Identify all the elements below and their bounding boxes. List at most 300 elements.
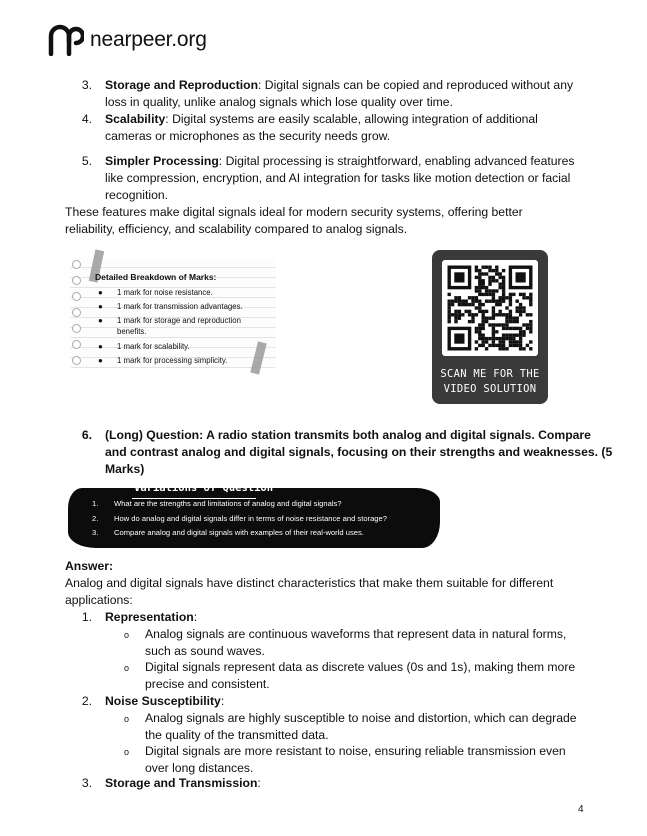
qr-module <box>492 344 495 347</box>
qr-module <box>461 300 464 303</box>
qr-module <box>448 300 451 303</box>
qr-module <box>482 337 485 340</box>
variations-box <box>68 482 440 548</box>
qr-module <box>505 313 508 316</box>
list-number: 4. <box>81 112 92 126</box>
qr-module <box>471 313 474 316</box>
qr-module <box>516 300 519 303</box>
qr-module <box>526 344 529 347</box>
qr-module <box>458 317 461 320</box>
qr-module <box>499 323 502 326</box>
section-title: Noise Susceptibility: <box>105 694 225 708</box>
qr-module <box>465 300 468 303</box>
qr-module <box>492 340 495 343</box>
qr-module <box>499 283 502 286</box>
qr-module <box>512 340 515 343</box>
qr-module <box>529 293 532 296</box>
qr-module <box>499 296 502 299</box>
qr-caption-line: SCAN ME FOR THE <box>440 368 540 380</box>
qr-module <box>454 313 457 316</box>
binder-ring-icon <box>72 292 81 301</box>
qr-module <box>488 293 491 296</box>
qr-module <box>458 310 461 313</box>
qr-module <box>512 320 515 323</box>
qr-module <box>478 272 481 275</box>
list-item <box>105 77 573 94</box>
qr-module <box>448 293 451 296</box>
qr-module <box>475 306 478 309</box>
qr-module <box>519 293 522 296</box>
qr-module <box>502 279 505 282</box>
qr-module <box>488 283 491 286</box>
qr-module <box>516 310 519 313</box>
qr-module <box>522 334 525 337</box>
marks-breakdown-note <box>70 252 278 372</box>
qr-module <box>502 347 505 350</box>
bullet-text: Digital signals represent data as discrete values (0s and 1s), making them more <box>145 660 576 674</box>
qr-module <box>519 347 522 350</box>
section-term: Noise Susceptibility <box>105 694 221 708</box>
qr-module <box>468 313 471 316</box>
qr-module <box>448 303 451 306</box>
section-number: 1. <box>81 610 92 624</box>
qr-module <box>499 340 502 343</box>
qr-module <box>475 300 478 303</box>
qr-video-solution[interactable] <box>432 250 548 404</box>
section-number: 3. <box>81 776 92 790</box>
variation-item: How do analog and digital signals differ in terms of noise resistance and storage? <box>114 514 387 523</box>
qr-module <box>485 337 488 340</box>
bullet-icon: ● <box>98 356 103 365</box>
qr-module <box>488 317 491 320</box>
qr-module <box>475 330 478 333</box>
qr-module <box>502 340 505 343</box>
bullet-text: Analog signals are continuous waveforms that represent data in natural forms, <box>145 627 567 641</box>
bullet-text: the quality of the transmitted data. <box>145 728 329 742</box>
qr-finder <box>454 334 464 344</box>
qr-module <box>519 334 522 337</box>
bullet-text: such as sound waves. <box>145 644 265 658</box>
qr-module <box>492 334 495 337</box>
question-number: 6. <box>81 428 92 442</box>
qr-module <box>478 344 481 347</box>
qr-module <box>475 327 478 330</box>
list-text: : Digital systems are easily scalable, allowing integration of additional <box>165 112 538 126</box>
qr-module <box>485 310 488 313</box>
qr-module <box>499 344 502 347</box>
qr-module <box>448 317 451 320</box>
list-term: Scalability <box>105 112 166 126</box>
qr-module <box>499 303 502 306</box>
qr-module <box>482 272 485 275</box>
list-term: Simpler Processing <box>105 154 219 168</box>
qr-module <box>492 317 495 320</box>
bullet-icon: ● <box>98 302 103 311</box>
qr-module <box>478 303 481 306</box>
qr-module <box>482 323 485 326</box>
list-item-continued: cameras or microphones as the security needs grow. <box>105 129 391 143</box>
section-term: Representation <box>105 610 194 624</box>
qr-module <box>475 296 478 299</box>
qr-module <box>495 266 498 269</box>
qr-module <box>492 313 495 316</box>
qr-finder <box>454 272 464 282</box>
qr-module <box>519 313 522 316</box>
qr-module <box>478 334 481 337</box>
qr-module <box>522 330 525 333</box>
qr-module <box>475 289 478 292</box>
qr-module <box>478 310 481 313</box>
qr-module <box>478 269 481 272</box>
qr-module <box>458 296 461 299</box>
qr-module <box>529 313 532 316</box>
qr-module <box>468 310 471 313</box>
list-item-continued: like compression, encryption, and AI integration for tasks like motion detection or facial <box>105 171 571 185</box>
qr-module <box>502 283 505 286</box>
qr-module <box>471 296 474 299</box>
qr-module <box>488 266 491 269</box>
qr-module <box>512 293 515 296</box>
binder-ring-icon <box>72 340 81 349</box>
qr-module <box>509 296 512 299</box>
qr-module <box>522 347 525 350</box>
marks-item: 1 mark for transmission advantages. <box>117 302 243 311</box>
qr-module <box>495 289 498 292</box>
qr-module <box>509 327 512 330</box>
list-item-continued: recognition. <box>105 188 169 202</box>
qr-code-icon[interactable] <box>442 260 538 356</box>
qr-module <box>482 344 485 347</box>
qr-module <box>502 313 505 316</box>
qr-module <box>502 344 505 347</box>
qr-module <box>458 303 461 306</box>
qr-module <box>529 323 532 326</box>
circle-bullet-icon: o <box>124 747 130 757</box>
qr-module <box>482 286 485 289</box>
list-item <box>105 111 538 128</box>
qr-module <box>509 317 512 320</box>
qr-module <box>495 269 498 272</box>
qr-module <box>478 330 481 333</box>
qr-module <box>485 266 488 269</box>
qr-module <box>482 340 485 343</box>
list-item-continued: loss in quality, unlike analog signals which lose quality over time. <box>105 95 453 109</box>
qr-module <box>505 306 508 309</box>
qr-module <box>509 303 512 306</box>
summary-line: reliability, efficiency, and scalability compared to analog signals. <box>65 222 408 236</box>
qr-module <box>468 303 471 306</box>
list-item <box>105 153 574 170</box>
qr-module <box>526 313 529 316</box>
nearpeer-logo-icon <box>48 24 84 56</box>
qr-module <box>454 317 457 320</box>
bullet-icon: ● <box>98 342 103 351</box>
qr-module <box>488 276 491 279</box>
qr-module <box>454 296 457 299</box>
qr-pattern <box>442 260 538 356</box>
qr-module <box>519 327 522 330</box>
binder-ring-icon <box>72 308 81 317</box>
qr-module <box>458 313 461 316</box>
qr-finder <box>516 272 526 282</box>
qr-module <box>495 300 498 303</box>
qr-module <box>516 320 519 323</box>
qr-module <box>495 279 498 282</box>
qr-module <box>502 323 505 326</box>
qr-module <box>505 347 508 350</box>
qr-module <box>502 276 505 279</box>
marks-item: 1 mark for processing simplicity. <box>117 356 228 365</box>
qr-module <box>522 310 525 313</box>
qr-module <box>492 327 495 330</box>
qr-module <box>519 303 522 306</box>
qr-module <box>485 293 488 296</box>
qr-module <box>451 313 454 316</box>
qr-module <box>485 340 488 343</box>
qr-module <box>502 269 505 272</box>
qr-module <box>529 327 532 330</box>
qr-module <box>482 303 485 306</box>
qr-module <box>522 306 525 309</box>
qr-module <box>512 337 515 340</box>
qr-module <box>522 296 525 299</box>
qr-module <box>492 293 495 296</box>
qr-module <box>499 272 502 275</box>
qr-module <box>509 340 512 343</box>
qr-module <box>509 320 512 323</box>
qr-module <box>509 344 512 347</box>
qr-module <box>492 276 495 279</box>
qr-module <box>485 286 488 289</box>
qr-module <box>488 289 491 292</box>
binder-ring-icon <box>72 324 81 333</box>
binder-ring-icon <box>72 276 81 285</box>
circle-bullet-icon: o <box>124 663 130 673</box>
section-title: Storage and Transmission: <box>105 776 261 790</box>
qr-module <box>482 279 485 282</box>
qr-module <box>499 286 502 289</box>
qr-module <box>519 306 522 309</box>
qr-module <box>509 334 512 337</box>
qr-module <box>488 279 491 282</box>
qr-module <box>482 334 485 337</box>
marks-title: Detailed Breakdown of Marks: <box>95 272 217 282</box>
qr-module <box>502 337 505 340</box>
qr-module <box>492 323 495 326</box>
qr-module <box>478 323 481 326</box>
qr-module <box>482 317 485 320</box>
qr-module <box>492 279 495 282</box>
qr-module <box>461 313 464 316</box>
question-line: Marks) <box>105 462 145 476</box>
section-number: 2. <box>81 694 92 708</box>
variation-number: 1. <box>92 499 99 508</box>
marks-item: 1 mark for noise resistance. <box>117 288 213 297</box>
qr-module <box>505 337 508 340</box>
qr-module <box>468 320 471 323</box>
qr-module <box>488 323 491 326</box>
marks-item: 1 mark for scalability. <box>117 342 190 351</box>
qr-module <box>519 337 522 340</box>
qr-module <box>502 293 505 296</box>
qr-module <box>478 327 481 330</box>
variation-number: 3. <box>92 528 99 537</box>
qr-module <box>512 334 515 337</box>
list-text: : Digital signals can be copied and reproduced without any <box>258 78 574 92</box>
qr-module <box>485 300 488 303</box>
qr-module <box>492 289 495 292</box>
qr-module <box>471 300 474 303</box>
qr-module <box>509 313 512 316</box>
qr-module <box>509 293 512 296</box>
qr-module <box>492 330 495 333</box>
bullet-text: precise and consistent. <box>145 677 270 691</box>
qr-module <box>495 303 498 306</box>
qr-module <box>492 269 495 272</box>
list-number: 5. <box>81 154 92 168</box>
qr-module <box>505 323 508 326</box>
qr-module <box>492 306 495 309</box>
qr-module <box>495 272 498 275</box>
qr-module <box>522 293 525 296</box>
circle-bullet-icon: o <box>124 630 130 640</box>
list-term: Storage and Reproduction <box>105 78 259 92</box>
qr-module <box>488 344 491 347</box>
qr-module <box>448 306 451 309</box>
qr-module <box>509 337 512 340</box>
page-number: 4 <box>578 804 584 815</box>
qr-module <box>499 300 502 303</box>
qr-module <box>509 300 512 303</box>
qr-module <box>492 337 495 340</box>
qr-module <box>502 289 505 292</box>
answer-intro: Analog and digital signals have distinct characteristics that make them suitable for different <box>65 576 554 590</box>
qr-module <box>512 344 515 347</box>
qr-module <box>482 283 485 286</box>
binder-ring-icon <box>72 356 81 365</box>
marks-item: 1 mark for storage and reproduction <box>117 316 241 325</box>
qr-module <box>516 340 519 343</box>
qr-module <box>454 300 457 303</box>
qr-module <box>516 344 519 347</box>
qr-module <box>502 327 505 330</box>
qr-module <box>502 334 505 337</box>
qr-module <box>519 340 522 343</box>
qr-module <box>475 269 478 272</box>
qr-module <box>451 300 454 303</box>
qr-module <box>478 306 481 309</box>
qr-module <box>482 320 485 323</box>
section-term: Storage and Transmission <box>105 776 258 790</box>
qr-module <box>475 340 478 343</box>
qr-module <box>529 340 532 343</box>
qr-caption-line: VIDEO SOLUTION <box>443 383 537 395</box>
qr-module <box>495 330 498 333</box>
variations-title: Variations of Question <box>134 482 274 494</box>
qr-module <box>492 300 495 303</box>
bullet-text: over long distances. <box>145 761 254 775</box>
qr-module <box>526 323 529 326</box>
qr-module <box>529 296 532 299</box>
qr-module <box>478 300 481 303</box>
qr-module <box>529 330 532 333</box>
qr-module <box>471 303 474 306</box>
list-text: : Digital processing is straightforward, enabling advanced features <box>218 154 575 168</box>
qr-module <box>482 293 485 296</box>
qr-module <box>478 337 481 340</box>
section-title: Representation: <box>105 610 198 624</box>
variation-number: 2. <box>92 514 99 523</box>
qr-module <box>512 317 515 320</box>
qr-module <box>499 310 502 313</box>
summary-line: These features make digital signals ideal for modern security systems, offering better <box>65 205 523 219</box>
marks-item-continued: benefits. <box>117 327 147 336</box>
qr-module <box>448 313 451 316</box>
qr-module <box>465 310 468 313</box>
qr-module <box>499 276 502 279</box>
qr-module <box>499 347 502 350</box>
qr-module <box>505 320 508 323</box>
qr-module <box>505 317 508 320</box>
qr-module <box>478 286 481 289</box>
qr-module <box>505 327 508 330</box>
qr-module <box>488 337 491 340</box>
qr-module <box>485 320 488 323</box>
qr-module <box>485 317 488 320</box>
circle-bullet-icon: o <box>124 714 130 724</box>
binder-ring-icon <box>72 260 81 269</box>
answer-intro: applications: <box>65 593 133 607</box>
qr-module <box>519 310 522 313</box>
qr-module <box>529 303 532 306</box>
qr-module <box>465 303 468 306</box>
qr-module <box>454 320 457 323</box>
qr-module <box>485 347 488 350</box>
qr-module <box>475 286 478 289</box>
variation-item: What are the strengths and limitations of analog and digital signals? <box>114 499 342 508</box>
qr-module <box>516 317 519 320</box>
qr-module <box>468 296 471 299</box>
qr-module <box>526 327 529 330</box>
qr-module <box>475 347 478 350</box>
brand-name: nearpeer.org <box>90 28 207 51</box>
qr-module <box>454 310 457 313</box>
qr-module <box>522 323 525 326</box>
qr-module <box>458 300 461 303</box>
bullet-text: Digital signals are more resistant to noise, ensuring reliable transmission even <box>145 744 566 758</box>
qr-module <box>529 347 532 350</box>
qr-module <box>499 337 502 340</box>
answer-heading: Answer: <box>65 559 114 573</box>
qr-module <box>478 279 481 282</box>
qr-module <box>516 327 519 330</box>
question-line: and contrast analog and digital signals, focusing on their strengths and weaknesses. (5 <box>105 445 613 459</box>
question-line: (Long) Question: A radio station transmits both analog and digital signals. Compare <box>105 428 591 442</box>
qr-module <box>475 276 478 279</box>
qr-module <box>451 303 454 306</box>
qr-module <box>529 320 532 323</box>
qr-module <box>505 296 508 299</box>
qr-module <box>519 344 522 347</box>
qr-module <box>495 344 498 347</box>
qr-module <box>471 317 474 320</box>
bullet-text: Analog signals are highly susceptible to noise and distortion, which can degrade <box>145 711 577 725</box>
bullet-icon: ● <box>98 316 103 325</box>
qr-module <box>519 330 522 333</box>
qr-module <box>461 303 464 306</box>
qr-module <box>475 266 478 269</box>
qr-module <box>495 337 498 340</box>
